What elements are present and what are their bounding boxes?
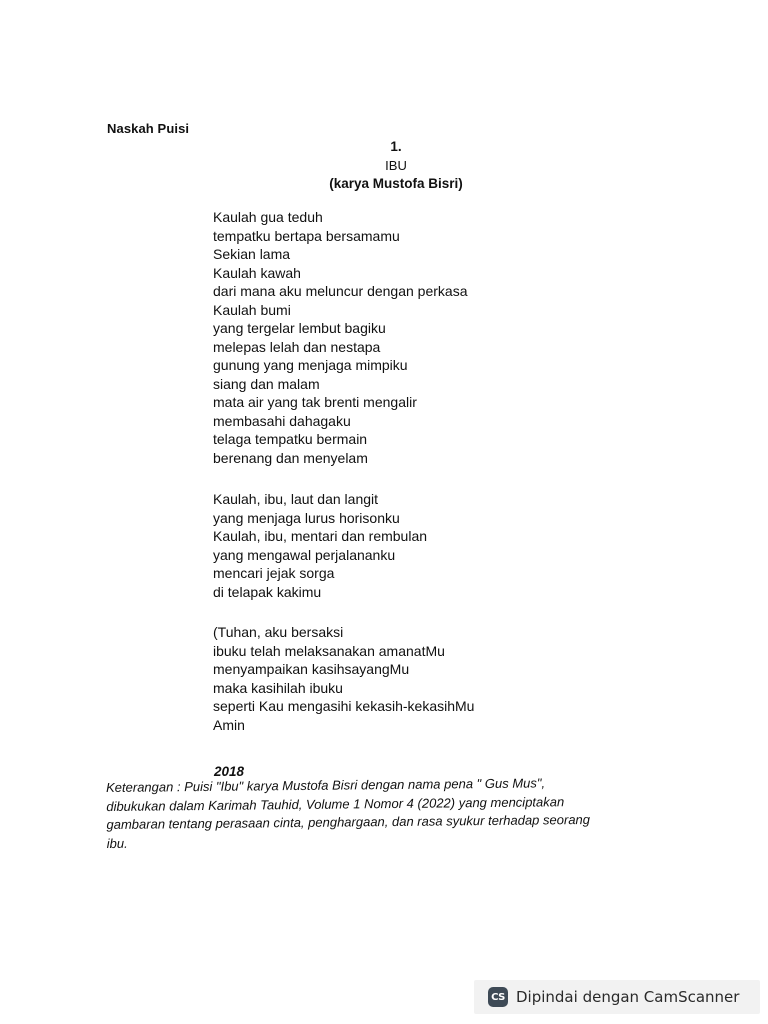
- camscanner-logo-icon: CS: [488, 987, 508, 1007]
- poem-line: mata air yang tak brenti mengalir: [213, 394, 417, 410]
- poem-line: (Tuhan, aku bersaksi: [213, 624, 344, 640]
- poem-line: yang tergelar lembut bagiku: [213, 320, 386, 336]
- poem-line: Kaulah bumi: [213, 301, 291, 318]
- poem-line: maka kasihilah ibuku: [213, 679, 343, 696]
- explanatory-note: [106, 773, 677, 853]
- poem-line: gunung yang menjaga mimpiku: [213, 357, 408, 373]
- poem-line: ibuku telah melaksanakan amanatMu: [213, 642, 445, 659]
- poem-line: Sekian lama: [213, 246, 291, 262]
- poem-year: 2018: [214, 764, 245, 779]
- poem-author: (karya Mustofa Bisri): [329, 176, 463, 191]
- poem-line: di telapak kakimu: [213, 583, 322, 600]
- poem-title: IBU: [385, 158, 407, 173]
- camscanner-watermark-text: Dipindai dengan CamScanner: [516, 988, 740, 1006]
- note-line: ibu.: [106, 835, 128, 851]
- poem-line: menyampaikan kasihsayangMu: [213, 661, 410, 677]
- poem-line: Kaulah gua teduh: [213, 209, 323, 225]
- camscanner-watermark: [474, 980, 760, 1014]
- poem-line: Kaulah, ibu, laut dan langit: [213, 491, 379, 507]
- poem-line: Kaulah kawah: [213, 264, 301, 281]
- poem-line: yang menjaga lurus horisonku: [213, 509, 400, 526]
- poem-line: Amin: [213, 716, 245, 733]
- note-line: dibukukan dalam Karimah Tauhid, Volume 1 Nomor 4 (2022) yang menciptakan: [106, 793, 565, 814]
- poem-line: dari mana aku meluncur dengan perkasa: [213, 283, 468, 299]
- note-line: Keterangan : Puisi "Ibu" karya Mustofa Bisri dengan nama pena " Gus Mus",: [106, 775, 546, 795]
- poem-line: telaga tempatku bermain: [213, 431, 368, 447]
- stanza-1: [213, 208, 468, 467]
- poem-line: mencari jejak sorga: [213, 565, 335, 581]
- poem-line: yang mengawal perjalananku: [213, 546, 396, 563]
- poem-line: seperti Kau mengasihi kekasih-kekasihMu: [213, 698, 475, 714]
- poem-line: membasahi dahagaku: [213, 412, 351, 429]
- poem-line: Kaulah, ibu, mentari dan rembulan: [213, 528, 428, 544]
- poem-line: tempatku bertapa bersamamu: [213, 227, 400, 244]
- note-line: gambaran tentang perasaan cinta, penghargaan, dan rasa syukur terhadap seorang: [106, 811, 591, 832]
- poem-number: 1.: [390, 139, 402, 154]
- section-title: Naskah Puisi: [107, 121, 190, 136]
- poem-line: melepas lelah dan nestapa: [213, 338, 381, 355]
- poem-line: berenang dan menyelam: [213, 449, 368, 466]
- poem-line: siang dan malam: [213, 375, 320, 392]
- stanza-2: [213, 490, 427, 601]
- stanza-3: [213, 623, 474, 734]
